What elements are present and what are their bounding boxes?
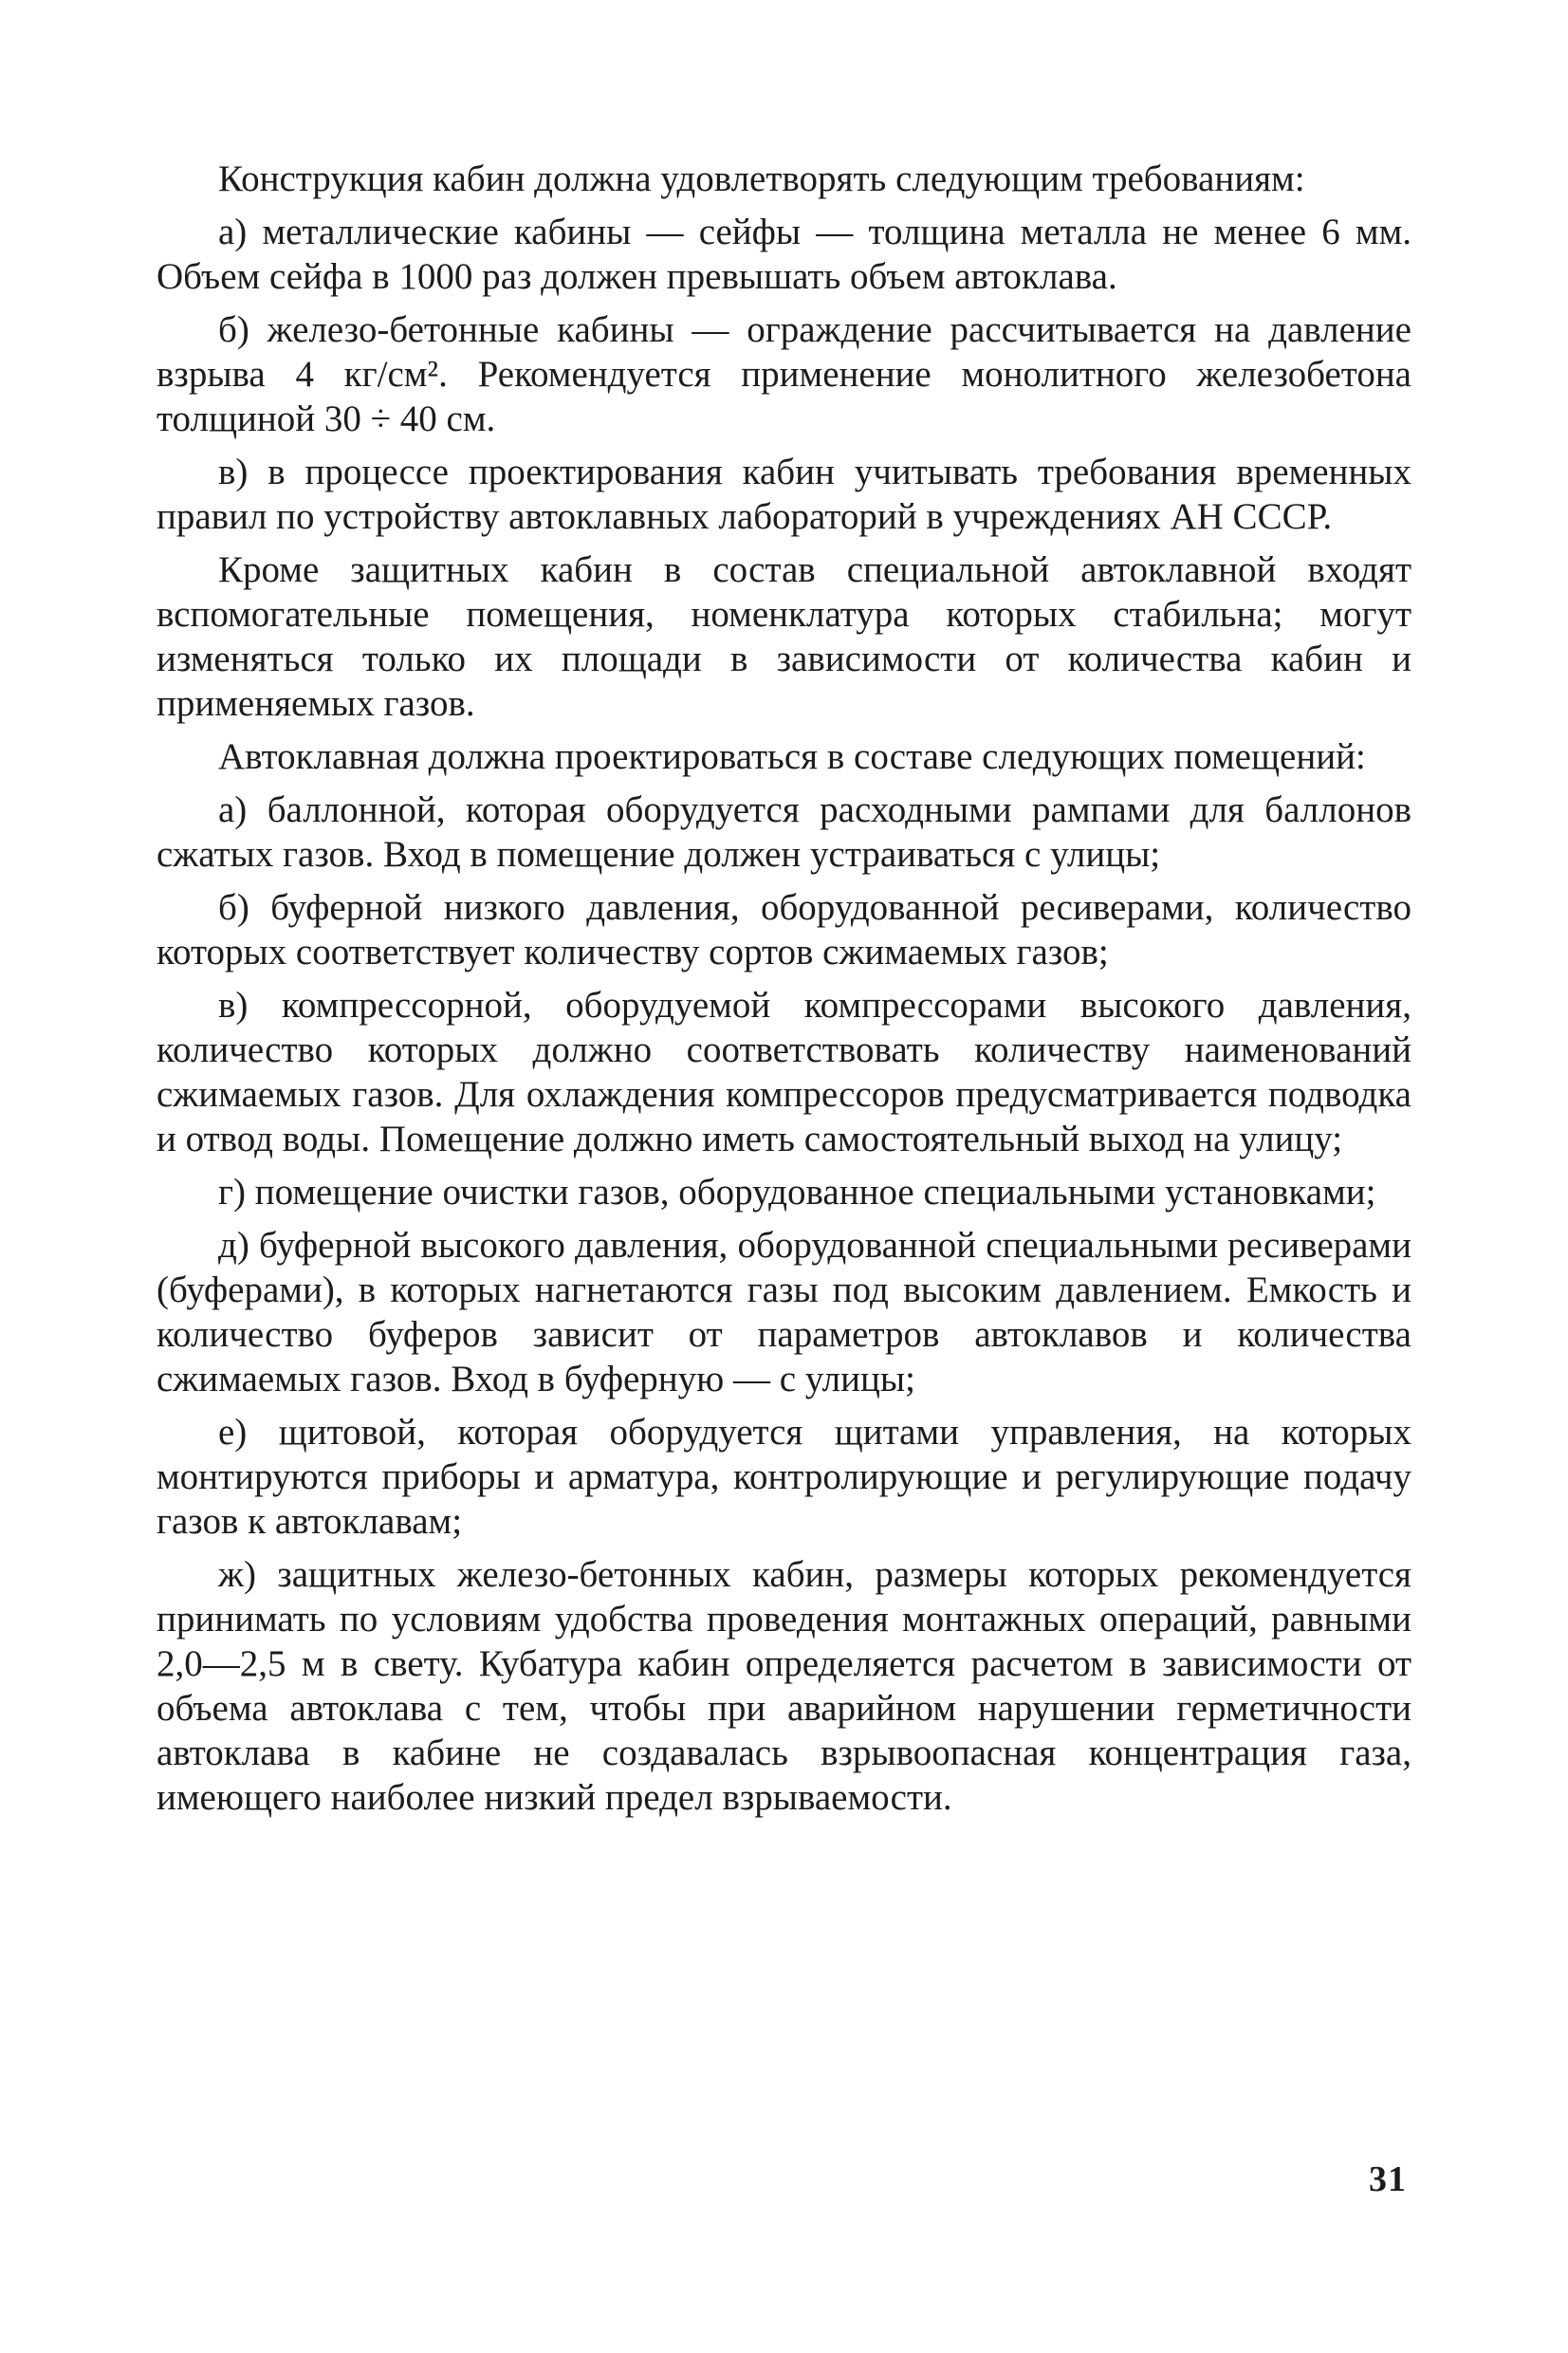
- paragraph-low-pressure-buffer: б) буферной низкого давления, оборудованной ресиверами, количество которых соответствует количеству сортов сжимаемых газов;: [157, 887, 1411, 973]
- paragraph-rooms-intro: Автоклавная должна проектироваться в составе следующих помещений:: [218, 736, 1366, 777]
- paragraph-protective-cabins: ж) защитных железо-бетонных кабин, размеры которых рекомендуется принимать по условиям удобства проведения монтажных операций, равными 2,0—2,5 м в свету. Кубатура кабин определяется расчетом в зависимости от объема автоклава с тем, чтобы при аварийном нарушении герметичности автоклава в кабине не создавалась взрывоопасная концентрация газа, имеющего наиболее низкий предел взрываемости.: [157, 1554, 1411, 1818]
- paragraph-auxiliary-rooms: Кроме защитных кабин в состав специальной автоклавной входят вспомогательные помещения, номенклатура которых стабильна; могут изменяться только их площади в зависимости от количества кабин и применяемых газов.: [157, 549, 1411, 724]
- paragraph-high-pressure-buffer: д) буферной высокого давления, оборудованной специальными ресиверами (буферами), в которых нагнетаются газы под высоким давлением. Емкость и количество буферов зависит от параметров автоклавов и количества сжимаемых газов. Вход в буферную — с улицы;: [157, 1225, 1411, 1399]
- body-text: [157, 157, 1411, 1828]
- paragraph-metal-cabins: а) металлические кабины — сейфы — толщина металла не менее 6 мм. Объем сейфа в 1000 раз должен превышать объем автоклава.: [157, 212, 1411, 297]
- paragraph-gas-cleaning-room: г) помещение очистки газов, оборудованное специальными установками;: [218, 1172, 1376, 1213]
- page-number: 31: [1369, 2159, 1407, 2199]
- paragraph-design-rules: в) в процессе проектирования кабин учитывать требования временных правил по устройству автоклавных лабораторий в учреждениях АН СССР.: [157, 452, 1411, 537]
- paragraph-cylinder-room: а) баллонной, которая оборудуется расходными рампами для баллонов сжатых газов. Вход в помещение должен устраиваться с улицы;: [157, 789, 1411, 875]
- paragraph-concrete-cabins: б) железо-бетонные кабины — ограждение рассчитывается на давление взрыва 4 кг/см². Рекомендуется применение монолитного железобетона толщиной 30 ÷ 40 см.: [157, 309, 1411, 439]
- paragraph-compressor-room: в) компрессорной, оборудуемой компрессорами высокого давления, количество которых должно соответствовать количеству наименований сжимаемых газов. Для охлаждения компрессоров предусматривается подводка и отвод воды. Помещение должно иметь самостоятельный выход на улицу;: [157, 985, 1411, 1159]
- paragraph-control-room: е) щитовой, которая оборудуется щитами управления, на которых монтируются приборы и арматура, контролирующие и регулирующие подачу газов к автоклавам;: [157, 1412, 1411, 1542]
- paragraph-requirements-intro: Конструкция кабин должна удовлетворять следующим требованиям:: [218, 158, 1305, 199]
